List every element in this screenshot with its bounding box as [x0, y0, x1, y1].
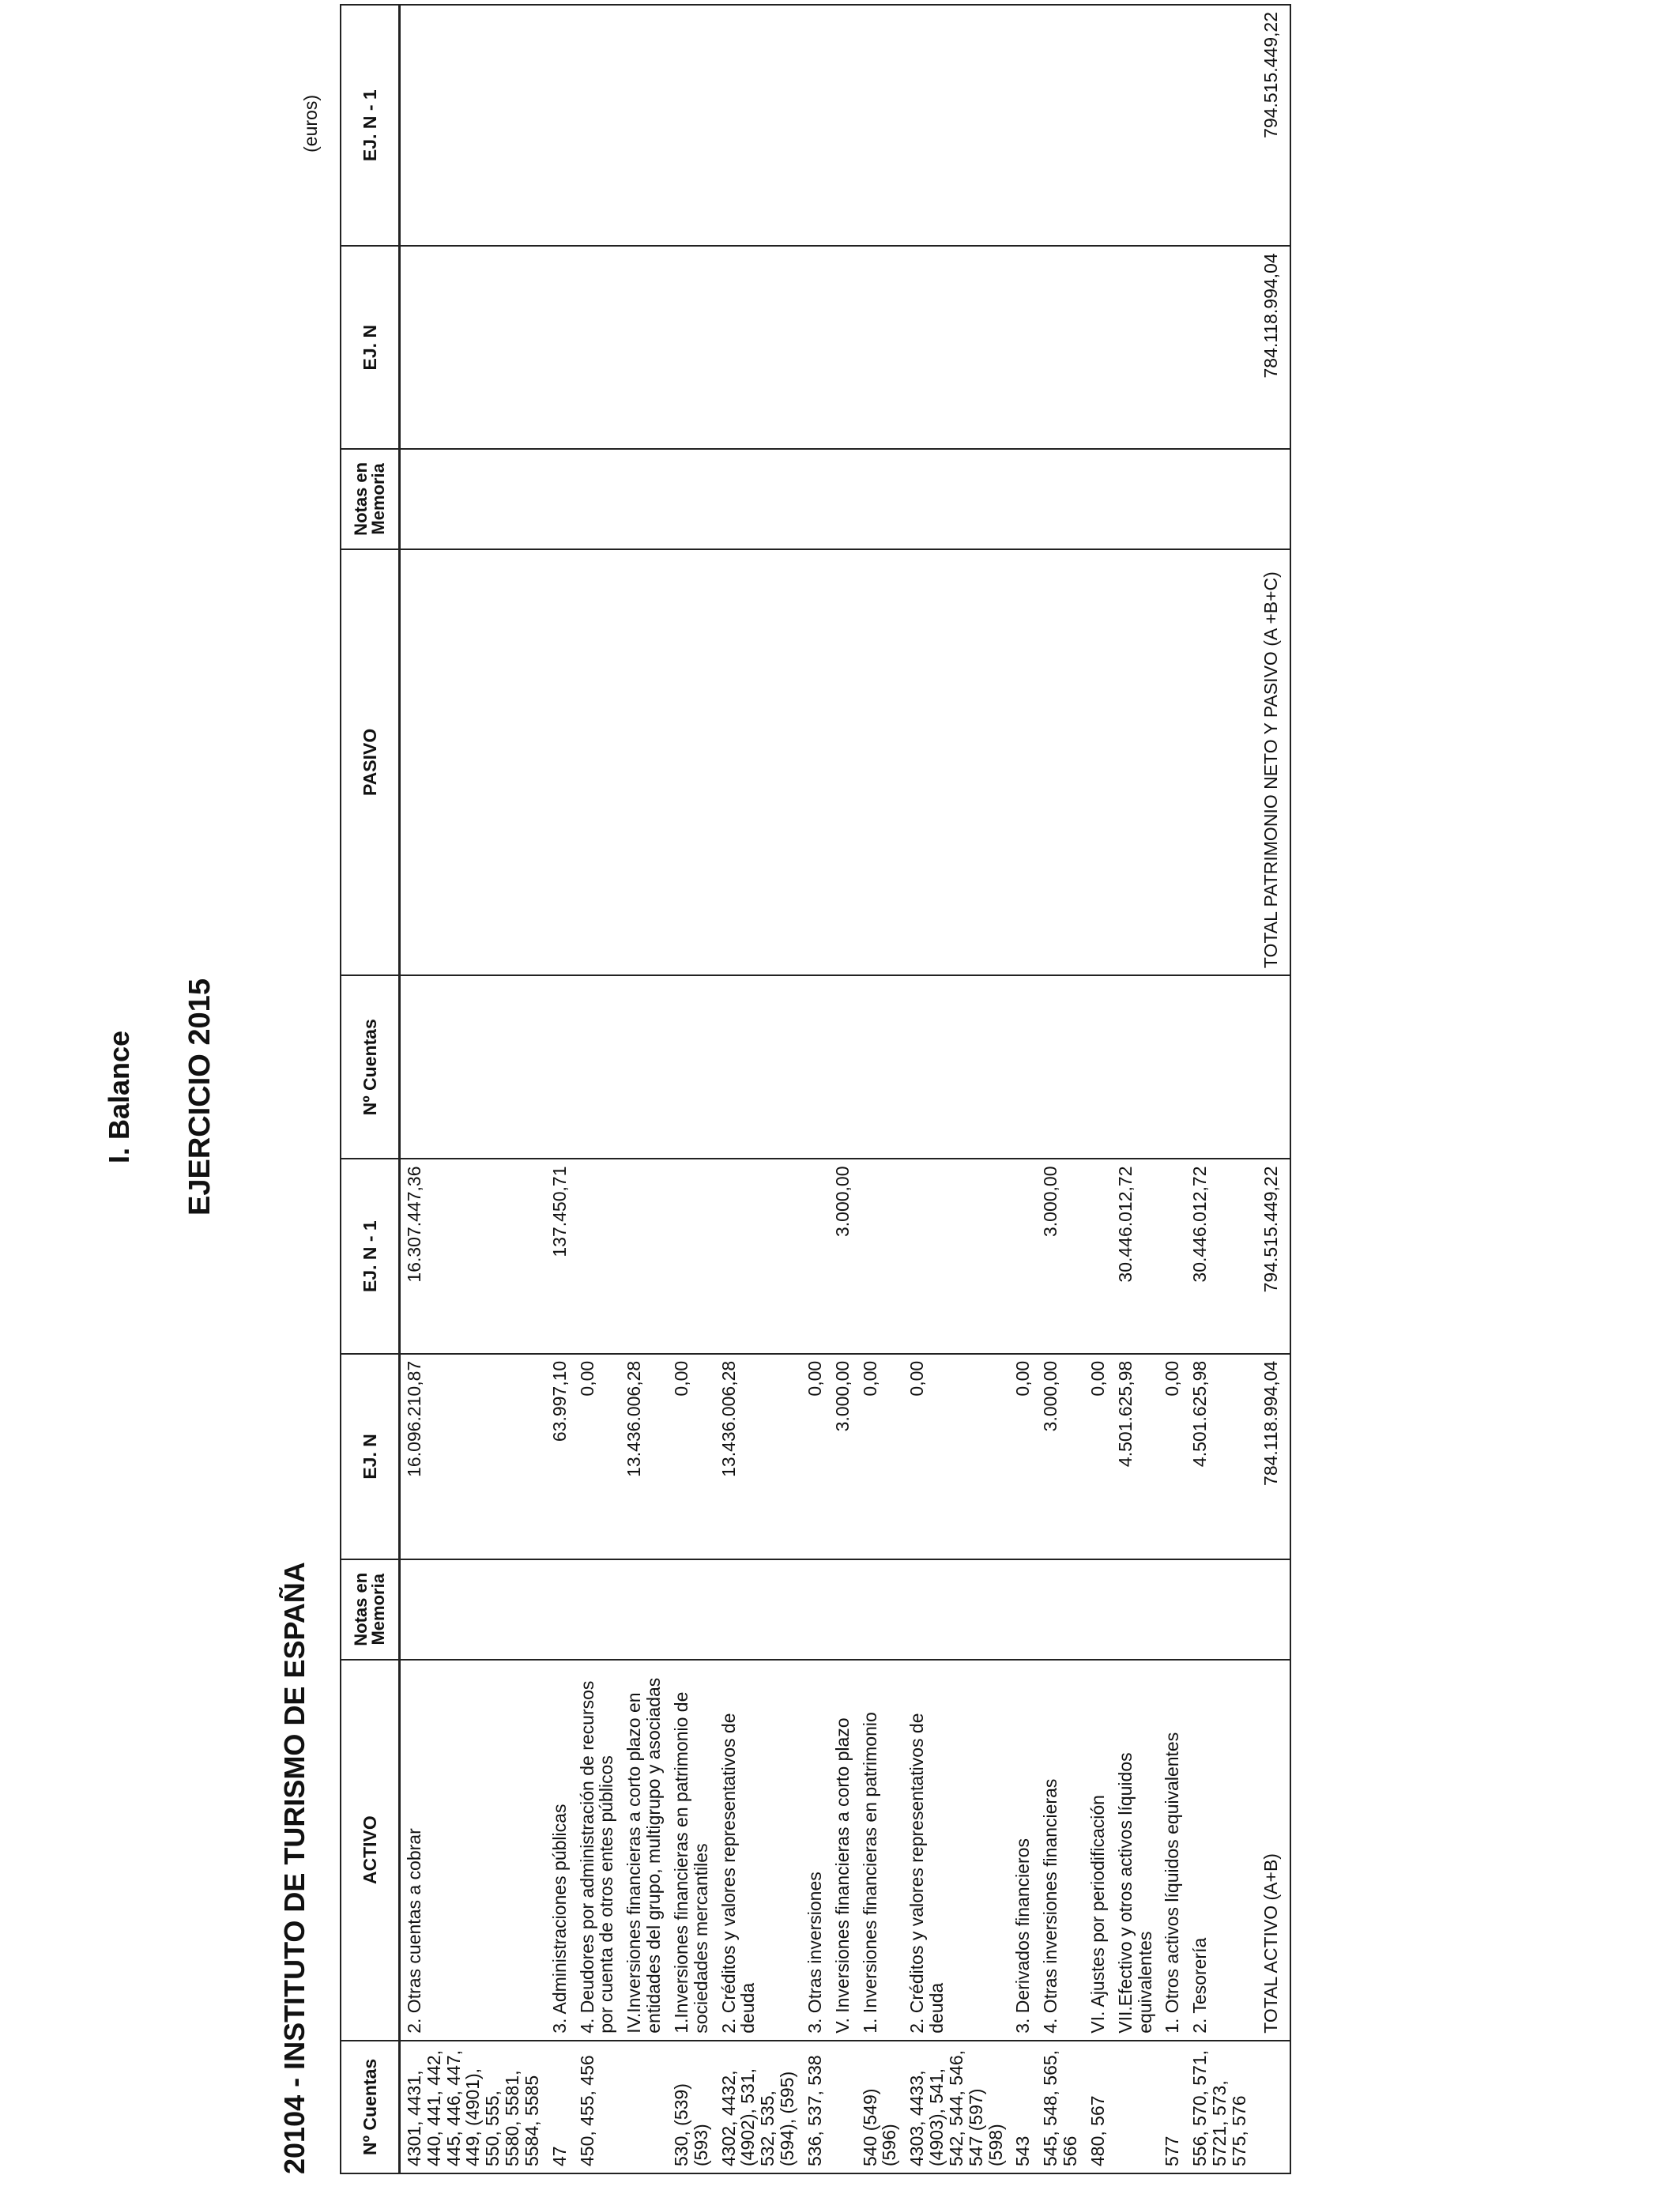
table-row	[1009, 5, 1037, 2173]
cell-activo: 1. Inversiones financieras en patrimonio	[857, 1660, 904, 2041]
cell-ej-n1: 3.000,00	[829, 1159, 857, 1354]
cell-cuentas-pasivo	[546, 975, 574, 1159]
cell-cuentas: 536, 537, 538	[801, 2041, 829, 2173]
cell-ej-n1-pasivo	[400, 5, 546, 246]
cell-ej-n-pasivo	[857, 246, 904, 449]
cell-activo: 3. Administraciones públicas	[546, 1660, 574, 2041]
cell-activo: 4. Deudores por administración de recursos por cuenta de otros entes públicos	[574, 1660, 621, 2041]
cell-ej-n1	[715, 1159, 801, 1354]
table-row	[1084, 5, 1112, 2173]
cell-activo: 2. Tesorería	[1186, 1660, 1252, 2041]
cell-cuentas: 530, (539) (593)	[668, 2041, 715, 2173]
cell-notas	[1037, 1559, 1084, 1660]
table-header	[341, 5, 400, 2173]
total-activo-label: TOTAL ACTIVO (A+B)	[1253, 1660, 1291, 2041]
cell-cuentas: 545, 548, 565, 566	[1037, 2041, 1084, 2173]
table-row	[400, 5, 546, 2173]
cell-ej-n1	[903, 1159, 1009, 1354]
balance-table	[340, 4, 1291, 2174]
cell-cuentas-pasivo	[801, 975, 829, 1159]
cell-cuentas: 540 (549) (596)	[857, 2041, 904, 2173]
cell-ej-n-pasivo	[1112, 246, 1159, 449]
header-cuentas-pasivo: Nº Cuentas	[341, 975, 400, 1159]
table-row	[668, 5, 715, 2173]
total-cuentas-pasivo	[1253, 975, 1291, 1159]
cell-ej-n1-pasivo	[1037, 5, 1084, 246]
total-pasivo-n: 784.118.994,04	[1253, 246, 1291, 449]
cell-cuentas-pasivo	[620, 975, 668, 1159]
currency-unit: (euros)	[300, 95, 321, 153]
cell-ej-n-pasivo	[668, 246, 715, 449]
cell-ej-n-pasivo	[400, 246, 546, 449]
cell-cuentas	[829, 2041, 857, 2173]
cell-cuentas-pasivo	[574, 975, 621, 1159]
cell-notas-pasivo	[1009, 449, 1037, 549]
cell-ej-n-pasivo	[1037, 246, 1084, 449]
cell-pasivo	[1009, 549, 1037, 975]
cell-cuentas-pasivo	[400, 975, 546, 1159]
cell-notas-pasivo	[857, 449, 904, 549]
cell-ej-n: 0,00	[1084, 1354, 1112, 1559]
header-ej-n-pasivo: EJ. N	[341, 246, 400, 449]
cell-pasivo	[668, 549, 715, 975]
cell-notas	[400, 1559, 546, 1660]
cell-activo: 2. Créditos y valores representativos de deuda	[715, 1660, 801, 2041]
cell-ej-n1: 137.450,71	[546, 1159, 574, 1354]
total-notas-pasivo	[1253, 449, 1291, 549]
cell-ej-n: 0,00	[903, 1354, 1009, 1559]
header-notas-pasivo: Notas en Memoria	[341, 449, 400, 549]
cell-cuentas-pasivo	[1158, 975, 1186, 1159]
cell-ej-n1: 30.446.012,72	[1186, 1159, 1252, 1354]
cell-ej-n: 0,00	[857, 1354, 904, 1559]
cell-activo: 1. Otros activos líquidos equivalentes	[1158, 1660, 1186, 2041]
cell-ej-n-pasivo	[1158, 246, 1186, 449]
cell-ej-n: 13.436.006,28	[715, 1354, 801, 1559]
cell-cuentas: 577	[1158, 2041, 1186, 2173]
cell-cuentas-pasivo	[1037, 975, 1084, 1159]
cell-ej-n: 4.501.625,98	[1186, 1354, 1252, 1559]
cell-notas-pasivo	[829, 449, 857, 549]
cell-pasivo	[400, 549, 546, 975]
cell-notas-pasivo	[1158, 449, 1186, 549]
cell-ej-n-pasivo	[1009, 246, 1037, 449]
cell-notas	[903, 1559, 1009, 1660]
cell-activo: 2. Otras cuentas a cobrar	[400, 1660, 546, 2041]
cell-notas	[801, 1559, 829, 1660]
cell-cuentas	[1112, 2041, 1159, 2173]
cell-ej-n1-pasivo	[1186, 5, 1252, 246]
cell-ej-n: 13.436.006,28	[620, 1354, 668, 1559]
cell-ej-n1-pasivo	[574, 5, 621, 246]
cell-notas	[715, 1559, 801, 1660]
cell-notas-pasivo	[903, 449, 1009, 549]
entity-name: 20104 - INSTITUTO DE TURISMO DE ESPAÑA	[278, 1562, 311, 2174]
cell-notas-pasivo	[400, 449, 546, 549]
cell-notas-pasivo	[620, 449, 668, 549]
cell-activo: 4. Otras inversiones financieras	[1037, 1660, 1084, 2041]
cell-cuentas-pasivo	[1186, 975, 1252, 1159]
total-row	[1253, 5, 1291, 2173]
cell-ej-n1	[1009, 1159, 1037, 1354]
cell-notas	[574, 1559, 621, 1660]
cell-cuentas-pasivo	[857, 975, 904, 1159]
cell-notas-pasivo	[546, 449, 574, 549]
cell-pasivo	[620, 549, 668, 975]
cell-notas	[1112, 1559, 1159, 1660]
cell-pasivo	[1084, 549, 1112, 975]
header-cuentas: Nº Cuentas	[341, 2041, 400, 2173]
cell-notas-pasivo	[1037, 449, 1084, 549]
cell-ej-n: 3.000,00	[829, 1354, 857, 1559]
cell-pasivo	[1158, 549, 1186, 975]
cell-ej-n1	[1084, 1159, 1112, 1354]
cell-cuentas	[620, 2041, 668, 2173]
cell-ej-n-pasivo	[903, 246, 1009, 449]
cell-activo: V. Inversiones financieras a corto plazo	[829, 1660, 857, 2041]
cell-pasivo	[829, 549, 857, 975]
cell-notas-pasivo	[574, 449, 621, 549]
cell-cuentas-pasivo	[903, 975, 1009, 1159]
cell-notas	[857, 1559, 904, 1660]
cell-cuentas: 556, 570, 571, 5721, 573, 575, 576	[1186, 2041, 1252, 2173]
cell-pasivo	[903, 549, 1009, 975]
cell-ej-n1-pasivo	[857, 5, 904, 246]
cell-notas-pasivo	[1084, 449, 1112, 549]
total-pasivo-n1: 794.515.449,22	[1253, 5, 1291, 246]
cell-ej-n-pasivo	[574, 246, 621, 449]
cell-notas	[668, 1559, 715, 1660]
cell-ej-n-pasivo	[715, 246, 801, 449]
cell-ej-n: 0,00	[801, 1354, 829, 1559]
cell-notas-pasivo	[715, 449, 801, 549]
table-row	[715, 5, 801, 2173]
cell-ej-n1-pasivo	[668, 5, 715, 246]
cell-ej-n1	[857, 1159, 904, 1354]
cell-ej-n: 0,00	[1158, 1354, 1186, 1559]
cell-cuentas-pasivo	[1084, 975, 1112, 1159]
cell-cuentas: 4303, 4433, (4903), 541, 542, 544, 546, 547 (597) (598)	[903, 2041, 1009, 2173]
total-activo-n1: 794.515.449,22	[1253, 1159, 1291, 1354]
cell-activo: 3. Derivados financieros	[1009, 1660, 1037, 2041]
cell-activo: 3. Otras inversiones	[801, 1660, 829, 2041]
cell-cuentas-pasivo	[1112, 975, 1159, 1159]
cell-ej-n1: 16.307.447,36	[400, 1159, 546, 1354]
table-row	[829, 5, 857, 2173]
cell-activo: 2. Créditos y valores representativos de deuda	[903, 1660, 1009, 2041]
table-row	[574, 5, 621, 2173]
cell-cuentas-pasivo	[715, 975, 801, 1159]
cell-ej-n1-pasivo	[903, 5, 1009, 246]
total-pasivo-label: TOTAL PATRIMONIO NETO Y PASIVO (A +B+C)	[1253, 549, 1291, 975]
cell-ej-n1: 3.000,00	[1037, 1159, 1084, 1354]
cell-cuentas: 450, 455, 456	[574, 2041, 621, 2173]
fiscal-year-title: EJERCICIO 2015	[183, 978, 217, 1216]
header-ej-n: EJ. N	[341, 1354, 400, 1559]
cell-ej-n-pasivo	[620, 246, 668, 449]
header-ej-n1: EJ. N - 1	[341, 1159, 400, 1354]
cell-notas	[1158, 1559, 1186, 1660]
cell-cuentas: 480, 567	[1084, 2041, 1112, 2173]
cell-ej-n: 3.000,00	[1037, 1354, 1084, 1559]
cell-ej-n1	[1158, 1159, 1186, 1354]
cell-pasivo	[1037, 549, 1084, 975]
report-title: I. Balance	[103, 1030, 135, 1164]
table-row	[1158, 5, 1186, 2173]
table-row	[546, 5, 574, 2173]
header-activo: ACTIVO	[341, 1660, 400, 2041]
table-row	[903, 5, 1009, 2173]
cell-ej-n-pasivo	[546, 246, 574, 449]
cell-pasivo	[1186, 549, 1252, 975]
cell-notas	[546, 1559, 574, 1660]
cell-pasivo	[857, 549, 904, 975]
cell-pasivo	[546, 549, 574, 975]
cell-ej-n1-pasivo	[1009, 5, 1037, 246]
cell-notas	[620, 1559, 668, 1660]
cell-cuentas-pasivo	[668, 975, 715, 1159]
table-row	[801, 5, 829, 2173]
header-pasivo: PASIVO	[341, 549, 400, 975]
table-row	[857, 5, 904, 2173]
cell-ej-n1-pasivo	[1084, 5, 1112, 246]
cell-ej-n1	[574, 1159, 621, 1354]
cell-ej-n-pasivo	[829, 246, 857, 449]
cell-ej-n-pasivo	[1084, 246, 1112, 449]
total-activo-n: 784.118.994,04	[1253, 1354, 1291, 1559]
cell-ej-n: 63.997,10	[546, 1354, 574, 1559]
cell-cuentas: 4302, 4432, (4902), 531, 532, 535, (594), (595)	[715, 2041, 801, 2173]
cell-notas-pasivo	[1112, 449, 1159, 549]
cell-ej-n1	[668, 1159, 715, 1354]
cell-notas-pasivo	[668, 449, 715, 549]
cell-activo: 1.Inversiones financieras en patrimonio de sociedades mercantiles	[668, 1660, 715, 2041]
cell-ej-n1: 30.446.012,72	[1112, 1159, 1159, 1354]
cell-pasivo	[801, 549, 829, 975]
cell-cuentas-pasivo	[829, 975, 857, 1159]
table-row	[1186, 5, 1252, 2173]
table-row	[620, 5, 668, 2173]
cell-pasivo	[574, 549, 621, 975]
cell-ej-n: 0,00	[668, 1354, 715, 1559]
cell-activo: IV.Inversiones financieras a corto plazo en entidades del grupo, multigrupo y asociadas	[620, 1660, 668, 2041]
total-notas	[1253, 1559, 1291, 1660]
cell-ej-n: 4.501.625,98	[1112, 1354, 1159, 1559]
cell-cuentas: 4301, 4431, 440, 441, 442, 445, 446, 447, 449, (4901), 550, 555, 5580, 5581, 5584, 5585	[400, 2041, 546, 2173]
cell-ej-n1	[801, 1159, 829, 1354]
cell-cuentas: 47	[546, 2041, 574, 2173]
cell-pasivo	[715, 549, 801, 975]
cell-ej-n1-pasivo	[829, 5, 857, 246]
cell-activo: VII.Efectivo y otros activos líquidos equivalentes	[1112, 1660, 1159, 2041]
cell-pasivo	[1112, 549, 1159, 975]
cell-notas-pasivo	[801, 449, 829, 549]
cell-ej-n1-pasivo	[1112, 5, 1159, 246]
cell-ej-n1-pasivo	[1158, 5, 1186, 246]
cell-notas	[829, 1559, 857, 1660]
cell-activo: VI. Ajustes por periodificación	[1084, 1660, 1112, 2041]
cell-notas	[1009, 1559, 1037, 1660]
cell-ej-n: 0,00	[1009, 1354, 1037, 1559]
cell-ej-n: 16.096.210,87	[400, 1354, 546, 1559]
cell-ej-n1-pasivo	[620, 5, 668, 246]
table-body	[400, 5, 1291, 2173]
table-row	[1112, 5, 1159, 2173]
cell-ej-n-pasivo	[801, 246, 829, 449]
cell-ej-n: 0,00	[574, 1354, 621, 1559]
cell-ej-n1	[620, 1159, 668, 1354]
cell-cuentas: 543	[1009, 2041, 1037, 2173]
cell-ej-n1-pasivo	[715, 5, 801, 246]
cell-cuentas-pasivo	[1009, 975, 1037, 1159]
header-notas: Notas en Memoria	[341, 1559, 400, 1660]
cell-notas	[1186, 1559, 1252, 1660]
cell-ej-n-pasivo	[1186, 246, 1252, 449]
cell-ej-n1-pasivo	[801, 5, 829, 246]
cell-notas-pasivo	[1186, 449, 1252, 549]
cell-ej-n1-pasivo	[546, 5, 574, 246]
table-row	[1037, 5, 1084, 2173]
total-cuentas	[1253, 2041, 1291, 2173]
header-ej-n1-pasivo: EJ. N - 1	[341, 5, 400, 246]
cell-notas	[1084, 1559, 1112, 1660]
